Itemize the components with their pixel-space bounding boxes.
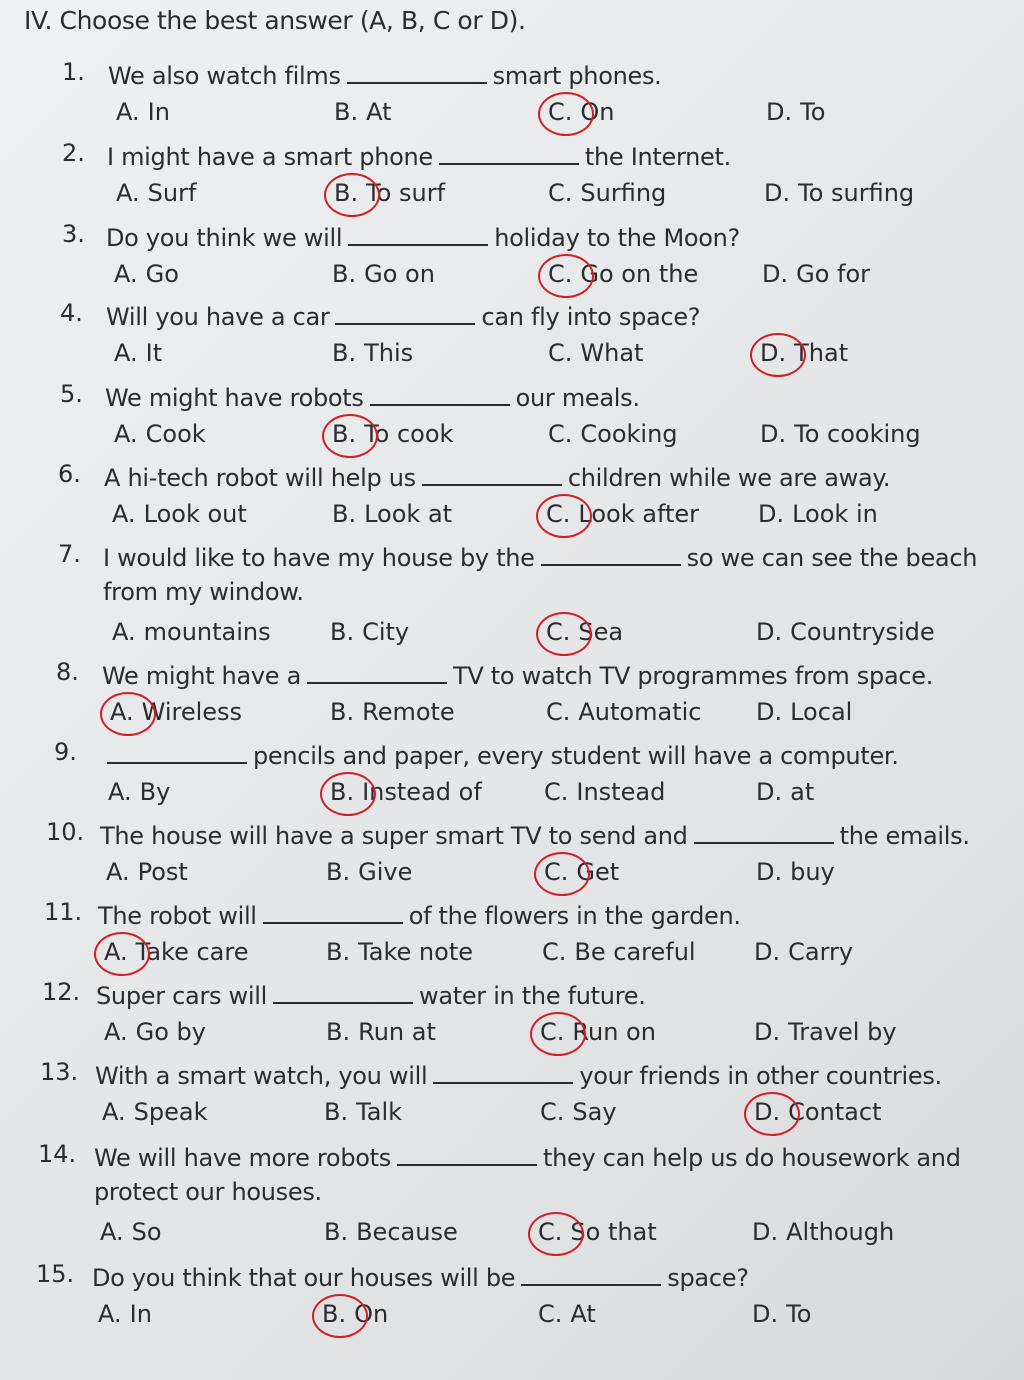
question-text-after: TV to watch TV programmes from space. [452, 662, 934, 690]
question-text-after: the emails. [839, 822, 970, 850]
option-letter: B. [332, 420, 357, 448]
option-text: Instead [576, 778, 666, 806]
option-letter: C. [544, 778, 569, 806]
option-text: Because [356, 1218, 458, 1246]
option-b[interactable] [326, 858, 412, 886]
option-d[interactable] [754, 938, 853, 966]
option-text: Post [137, 858, 188, 886]
question-text-after: the Internet. [584, 143, 731, 171]
option-text: This [364, 339, 414, 367]
question-text [108, 58, 662, 90]
answer-blank [694, 818, 834, 844]
question-number: 15. [36, 1260, 75, 1288]
option-text: At [570, 1300, 596, 1328]
option-text: Look out [143, 500, 247, 528]
option-text: Remote [362, 698, 455, 726]
option-text: To [800, 98, 826, 126]
question-text-before: I would like to have my house by the [103, 544, 535, 572]
option-c-circled[interactable] [546, 500, 699, 528]
option-text: To [786, 1300, 812, 1328]
option-letter: C. [546, 698, 571, 726]
option-letter: B. [326, 1018, 351, 1046]
question-text-before: Do you think we will [106, 224, 343, 252]
option-text: Local [790, 698, 853, 726]
question-text-after: so we can see the beach [686, 544, 978, 572]
option-letter: A. [98, 1300, 122, 1328]
question-text [105, 380, 640, 412]
question-text [101, 738, 899, 770]
option-text: Say [572, 1098, 617, 1126]
answer-blank [347, 58, 487, 84]
answer-options [0, 1218, 1024, 1254]
option-text: So that [570, 1218, 657, 1246]
question-text [96, 978, 646, 1010]
option-d-circled[interactable] [760, 339, 848, 367]
question-text [102, 658, 933, 690]
question-text-before: We also watch films [108, 62, 341, 90]
option-text: Carry [788, 938, 854, 966]
option-letter: C. [548, 179, 573, 207]
question-text-after: holiday to the Moon? [494, 224, 740, 252]
option-letter: A. [114, 420, 138, 448]
option-text: To surfing [798, 179, 915, 207]
option-a[interactable] [106, 858, 188, 886]
option-text: Automatic [578, 698, 702, 726]
option-letter: C. [538, 1218, 563, 1246]
option-text: Run at [358, 1018, 436, 1046]
option-b[interactable] [332, 260, 435, 288]
question-number: 2. [62, 139, 85, 167]
question-text-before: A hi-tech robot will help us [104, 464, 416, 492]
option-c-circled[interactable] [538, 1218, 657, 1246]
question-text-continued: from my window. [103, 578, 304, 606]
option-c[interactable] [548, 179, 666, 207]
option-text: Give [358, 858, 413, 886]
option-text: To cook [364, 420, 454, 448]
answer-blank [422, 460, 562, 486]
question-text-after: they can help us do housework and [542, 1144, 961, 1172]
option-b[interactable] [332, 339, 413, 367]
answer-options [0, 618, 1024, 654]
option-text: Instead of [362, 778, 482, 806]
option-letter: B. [330, 698, 355, 726]
option-d[interactable] [756, 698, 852, 726]
option-text: Cook [145, 420, 206, 448]
option-d[interactable] [764, 179, 914, 207]
option-b[interactable] [326, 1018, 436, 1046]
answer-blank [263, 898, 403, 924]
option-d[interactable] [754, 1018, 897, 1046]
option-text: Sea [578, 618, 624, 646]
question-text-before: With a smart watch, you will [95, 1062, 428, 1090]
option-a[interactable] [112, 618, 271, 646]
option-letter: D. [754, 1098, 781, 1126]
option-letter: A. [106, 858, 130, 886]
question-11 [0, 898, 1024, 978]
question-14 [0, 1140, 1024, 1258]
question-text-before: I might have a smart phone [107, 143, 433, 171]
answer-options [0, 1300, 1024, 1336]
question-5 [0, 380, 1024, 460]
question-text-before: We will have more robots [94, 1144, 391, 1172]
option-d[interactable] [752, 1218, 894, 1246]
option-text: Countryside [790, 618, 935, 646]
option-text: To surf [366, 179, 446, 207]
option-text: That [794, 339, 849, 367]
answer-options [0, 179, 1024, 215]
option-letter: C. [546, 618, 571, 646]
option-a[interactable] [108, 778, 170, 806]
question-text-before: Do you think that our houses will be [92, 1264, 516, 1292]
option-letter: B. [322, 1300, 347, 1328]
option-text: Go on [364, 260, 435, 288]
option-text: Travel by [788, 1018, 897, 1046]
option-d[interactable] [762, 260, 870, 288]
option-text: at [790, 778, 815, 806]
option-b[interactable] [324, 1218, 458, 1246]
option-letter: D. [766, 98, 793, 126]
option-letter: B. [332, 260, 357, 288]
option-c-circled[interactable] [548, 260, 698, 288]
option-letter: A. [108, 778, 132, 806]
question-text-after: our meals. [515, 384, 640, 412]
question-number: 6. [58, 460, 81, 488]
option-letter: A. [116, 98, 140, 126]
option-c[interactable] [542, 938, 696, 966]
answer-blank [541, 540, 681, 566]
option-letter: B. [330, 618, 355, 646]
option-letter: D. [760, 339, 787, 367]
question-text-after: space? [667, 1264, 749, 1292]
option-text: Be careful [574, 938, 696, 966]
option-c-circled[interactable] [540, 1018, 656, 1046]
option-letter: C. [540, 1018, 565, 1046]
question-number: 10. [46, 818, 85, 846]
option-letter: C. [548, 420, 573, 448]
option-text: Cooking [580, 420, 678, 448]
option-text: Surf [147, 179, 197, 207]
question-text [103, 540, 977, 572]
question-text [104, 460, 890, 492]
answer-options [0, 339, 1024, 375]
question-text-before: The robot will [98, 902, 257, 930]
option-text: It [145, 339, 163, 367]
option-text: Speak [133, 1098, 208, 1126]
option-letter: C. [540, 1098, 565, 1126]
option-d[interactable] [756, 778, 814, 806]
option-a[interactable] [116, 179, 196, 207]
question-15 [0, 1260, 1024, 1340]
question-text [106, 299, 700, 331]
question-text-after: water in the future. [418, 982, 646, 1010]
option-text: Go by [135, 1018, 206, 1046]
answer-options [0, 500, 1024, 536]
question-text [92, 1260, 749, 1292]
option-text: To cooking [794, 420, 921, 448]
option-d-circled[interactable] [754, 1098, 881, 1126]
option-letter: B. [326, 938, 351, 966]
option-text: buy [790, 858, 835, 886]
option-d[interactable] [760, 420, 921, 448]
option-text: On [354, 1300, 389, 1328]
option-letter: D. [752, 1300, 779, 1328]
option-letter: A. [102, 1098, 126, 1126]
option-text: mountains [143, 618, 271, 646]
option-letter: B. [330, 778, 355, 806]
question-10 [0, 818, 1024, 898]
answer-blank [439, 139, 579, 165]
option-a[interactable] [114, 260, 179, 288]
option-text: Take note [358, 938, 473, 966]
option-letter: B. [334, 98, 359, 126]
option-text: In [129, 1300, 152, 1328]
option-a[interactable] [98, 1300, 152, 1328]
option-text: Go on the [580, 260, 699, 288]
question-1 [0, 58, 1024, 138]
option-text: Although [786, 1218, 895, 1246]
option-letter: D. [762, 260, 789, 288]
option-letter: D. [760, 420, 787, 448]
option-text: So [131, 1218, 162, 1246]
question-6 [0, 460, 1024, 540]
option-text: On [580, 98, 615, 126]
question-text-after: pencils and paper, every student will have a computer. [253, 742, 899, 770]
answer-options [0, 260, 1024, 296]
option-letter: D. [764, 179, 791, 207]
option-text: Take care [135, 938, 249, 966]
option-letter: D. [752, 1218, 779, 1246]
question-text-before: Super cars will [96, 982, 267, 1010]
question-text-after: can fly into space? [481, 303, 701, 331]
option-d[interactable] [758, 500, 878, 528]
question-4 [0, 299, 1024, 379]
question-text-continued: protect our houses. [94, 1178, 322, 1206]
option-a[interactable] [112, 500, 247, 528]
question-number: 9. [54, 738, 77, 766]
option-letter: C. [544, 858, 569, 886]
question-text-before: Will you have a car [106, 303, 330, 331]
option-b-circled[interactable] [334, 179, 445, 207]
answer-options [0, 98, 1024, 134]
question-12 [0, 978, 1024, 1058]
answer-blank [107, 738, 247, 764]
option-a-circled[interactable] [110, 698, 242, 726]
answer-options [0, 698, 1024, 734]
answer-blank [370, 380, 510, 406]
option-text: Go [145, 260, 179, 288]
option-letter: B. [326, 858, 351, 886]
option-letter: C. [538, 1300, 563, 1328]
answer-blank [348, 220, 488, 246]
question-text-after: your friends in other countries. [579, 1062, 942, 1090]
option-text: Look after [578, 500, 700, 528]
answer-options [0, 1098, 1024, 1134]
option-letter: C. [542, 938, 567, 966]
answer-blank [273, 978, 413, 1004]
option-text: Surfing [580, 179, 667, 207]
option-letter: C. [548, 98, 573, 126]
answer-options [0, 1018, 1024, 1054]
option-text: Run on [572, 1018, 656, 1046]
question-number: 11. [44, 898, 83, 926]
option-d[interactable] [756, 618, 935, 646]
question-text [107, 139, 731, 171]
option-letter: A. [112, 500, 136, 528]
option-b[interactable] [334, 98, 392, 126]
answer-blank [521, 1260, 661, 1286]
option-letter: B. [332, 500, 357, 528]
option-d[interactable] [756, 858, 835, 886]
answer-blank [335, 299, 475, 325]
option-a[interactable] [114, 420, 206, 448]
question-3 [0, 220, 1024, 300]
question-9 [0, 738, 1024, 818]
option-letter: C. [548, 260, 573, 288]
option-letter: D. [754, 938, 781, 966]
option-b[interactable] [332, 500, 452, 528]
option-c[interactable] [548, 339, 643, 367]
question-text [94, 1140, 961, 1172]
option-b-circled[interactable] [330, 778, 482, 806]
answer-blank [397, 1140, 537, 1166]
section-heading: IV. Choose the best answer (A, B, C or D). [24, 6, 526, 35]
option-a[interactable] [114, 339, 162, 367]
option-b-circled[interactable] [322, 1300, 388, 1328]
question-text [98, 898, 741, 930]
question-text-before: We might have robots [105, 384, 364, 412]
option-c[interactable] [548, 420, 678, 448]
option-c[interactable] [544, 778, 665, 806]
question-text [100, 818, 970, 850]
answer-options [0, 858, 1024, 894]
option-text: In [147, 98, 170, 126]
option-letter: C. [548, 339, 573, 367]
option-d[interactable] [752, 1300, 811, 1328]
option-a[interactable] [116, 98, 170, 126]
option-text: Go for [796, 260, 871, 288]
option-text: Wireless [141, 698, 243, 726]
option-letter: B. [332, 339, 357, 367]
question-text-after: smart phones. [492, 62, 662, 90]
option-a[interactable] [100, 1218, 162, 1246]
question-number: 14. [38, 1140, 77, 1168]
question-number: 12. [42, 978, 81, 1006]
question-text [106, 220, 740, 252]
question-2 [0, 139, 1024, 219]
option-text: Look at [364, 500, 453, 528]
question-number: 7. [58, 540, 81, 568]
option-letter: D. [756, 698, 783, 726]
option-b[interactable] [326, 938, 473, 966]
question-8 [0, 658, 1024, 738]
option-c-circled[interactable] [546, 618, 623, 646]
option-a[interactable] [104, 1018, 206, 1046]
answer-options [0, 938, 1024, 974]
option-c[interactable] [538, 1300, 596, 1328]
option-text: Get [576, 858, 620, 886]
option-letter: A. [112, 618, 136, 646]
option-text: Talk [356, 1098, 403, 1126]
question-number: 4. [60, 299, 83, 327]
option-letter: A. [104, 938, 128, 966]
option-c[interactable] [546, 698, 701, 726]
answer-blank [433, 1058, 573, 1084]
option-letter: B. [324, 1218, 349, 1246]
option-letter: A. [104, 1018, 128, 1046]
option-letter: A. [116, 179, 140, 207]
option-letter: D. [756, 778, 783, 806]
option-a[interactable] [102, 1098, 207, 1126]
option-letter: D. [756, 618, 783, 646]
option-letter: B. [334, 179, 359, 207]
question-text-after: children while we are away. [567, 464, 891, 492]
option-c-circled[interactable] [548, 98, 615, 126]
option-c-circled[interactable] [544, 858, 619, 886]
question-13 [0, 1058, 1024, 1138]
question-7 [0, 540, 1024, 658]
option-b[interactable] [324, 1098, 402, 1126]
answer-blank [307, 658, 447, 684]
option-letter: D. [758, 500, 785, 528]
option-c[interactable] [540, 1098, 617, 1126]
option-letter: C. [546, 500, 571, 528]
question-text-after: of the flowers in the garden. [408, 902, 741, 930]
question-number: 1. [62, 58, 85, 86]
option-a-circled[interactable] [104, 938, 248, 966]
question-text-before: The house will have a super smart TV to send and [100, 822, 688, 850]
answer-options [0, 778, 1024, 814]
question-number: 5. [60, 380, 83, 408]
option-text: What [580, 339, 644, 367]
option-d[interactable] [766, 98, 825, 126]
question-number: 3. [62, 220, 85, 248]
question-text-before: We might have a [102, 662, 301, 690]
option-text: Contact [788, 1098, 882, 1126]
option-letter: A. [110, 698, 134, 726]
answer-options [0, 420, 1024, 456]
option-b[interactable] [330, 618, 409, 646]
option-letter: D. [754, 1018, 781, 1046]
option-text: At [366, 98, 392, 126]
option-b[interactable] [330, 698, 455, 726]
question-number: 8. [56, 658, 79, 686]
option-text: Look in [792, 500, 878, 528]
question-text [95, 1058, 942, 1090]
option-letter: B. [324, 1098, 349, 1126]
option-letter: D. [756, 858, 783, 886]
question-number: 13. [40, 1058, 79, 1086]
option-b-circled[interactable] [332, 420, 453, 448]
option-text: By [139, 778, 171, 806]
option-letter: A. [114, 339, 138, 367]
option-letter: A. [114, 260, 138, 288]
option-text: City [362, 618, 410, 646]
option-letter: A. [100, 1218, 124, 1246]
